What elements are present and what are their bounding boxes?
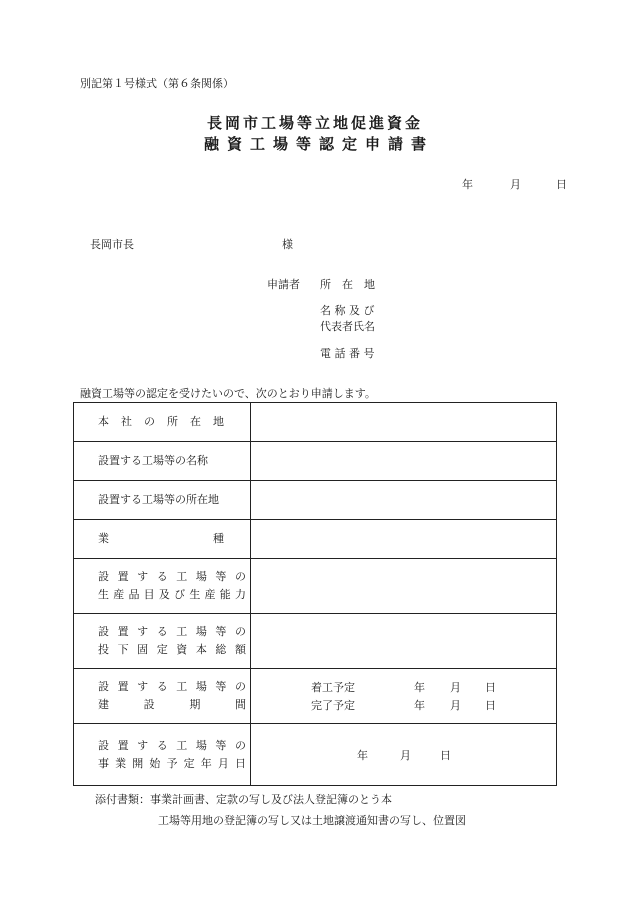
business-start-date-field[interactable] (251, 724, 557, 786)
industry-type-field[interactable] (251, 520, 557, 559)
date-month: 月 (510, 178, 521, 191)
business-start-month: 月 (400, 749, 411, 762)
applicant-phone-label: 電 話 番 号 (320, 347, 375, 360)
addressee-name: 長岡市長 (90, 238, 134, 251)
date-year: 年 (462, 178, 473, 191)
end-year: 年 (414, 699, 425, 712)
table-row (74, 520, 557, 559)
attachments-line1: 添付書類：事業計画書、定款の写し及び法人登記簿のとう本 (95, 793, 392, 806)
table-row (74, 442, 557, 481)
table-row (74, 403, 557, 442)
row-label: 設置する工場等の 事業開始予定年月日 (74, 724, 251, 786)
business-start-year: 年 (357, 749, 368, 762)
row-label: 本社の所在地 (74, 403, 251, 442)
row-label: 設置する工場等の所在地 (74, 481, 251, 520)
row-label: 設置する工場等の名称 (74, 442, 251, 481)
applicant-name-label-line2: 代表者氏名 (320, 320, 375, 333)
application-date[interactable] (462, 176, 567, 192)
attachments-line2: 工場等用地の登記簿の写し又は土地譲渡通知書の写し、位置図 (158, 814, 466, 827)
row-label: 設置する工場等の 投下固定資本総額 (74, 614, 251, 669)
head-office-address-field[interactable] (251, 403, 557, 442)
applicant-name-label-line1: 名 称 及 び (320, 304, 375, 317)
table-row (74, 481, 557, 520)
table-row (74, 614, 557, 669)
row-label: 設置する工場等の 建設期間 (74, 669, 251, 724)
request-statement: 融資工場等の認定を受けたいので、次のとおり申請します。 (80, 387, 376, 400)
start-day: 日 (485, 681, 496, 694)
addressee-honorific: 様 (282, 238, 293, 251)
construction-period-field[interactable] (251, 669, 557, 724)
application-table (73, 402, 557, 786)
document-title-line2: 融資工場等認定申請書 (203, 135, 434, 153)
date-day: 日 (556, 178, 567, 191)
fixed-capital-field[interactable] (251, 614, 557, 669)
factory-address-field[interactable] (251, 481, 557, 520)
row-label: 業種 (74, 520, 251, 559)
document-title-line1: 長岡市工場等立地促進資金 (206, 114, 423, 132)
start-year: 年 (414, 681, 425, 694)
applicant-label: 申請者 (267, 278, 300, 291)
table-row (74, 724, 557, 786)
table-row (74, 559, 557, 614)
factory-name-field[interactable] (251, 442, 557, 481)
end-day: 日 (485, 699, 496, 712)
applicant-address-label: 所 在 地 (320, 278, 375, 291)
end-plan-label: 完了予定 (311, 699, 355, 712)
end-month: 月 (450, 699, 461, 712)
business-start-day: 日 (440, 749, 451, 762)
form-number-label: 別記第１号様式（第６条関係） (80, 77, 234, 90)
row-label: 設置する工場等の 生産品目及び生産能力 (74, 559, 251, 614)
start-month: 月 (450, 681, 461, 694)
start-plan-label: 着工予定 (311, 681, 355, 694)
table-row (74, 669, 557, 724)
products-capacity-field[interactable] (251, 559, 557, 614)
